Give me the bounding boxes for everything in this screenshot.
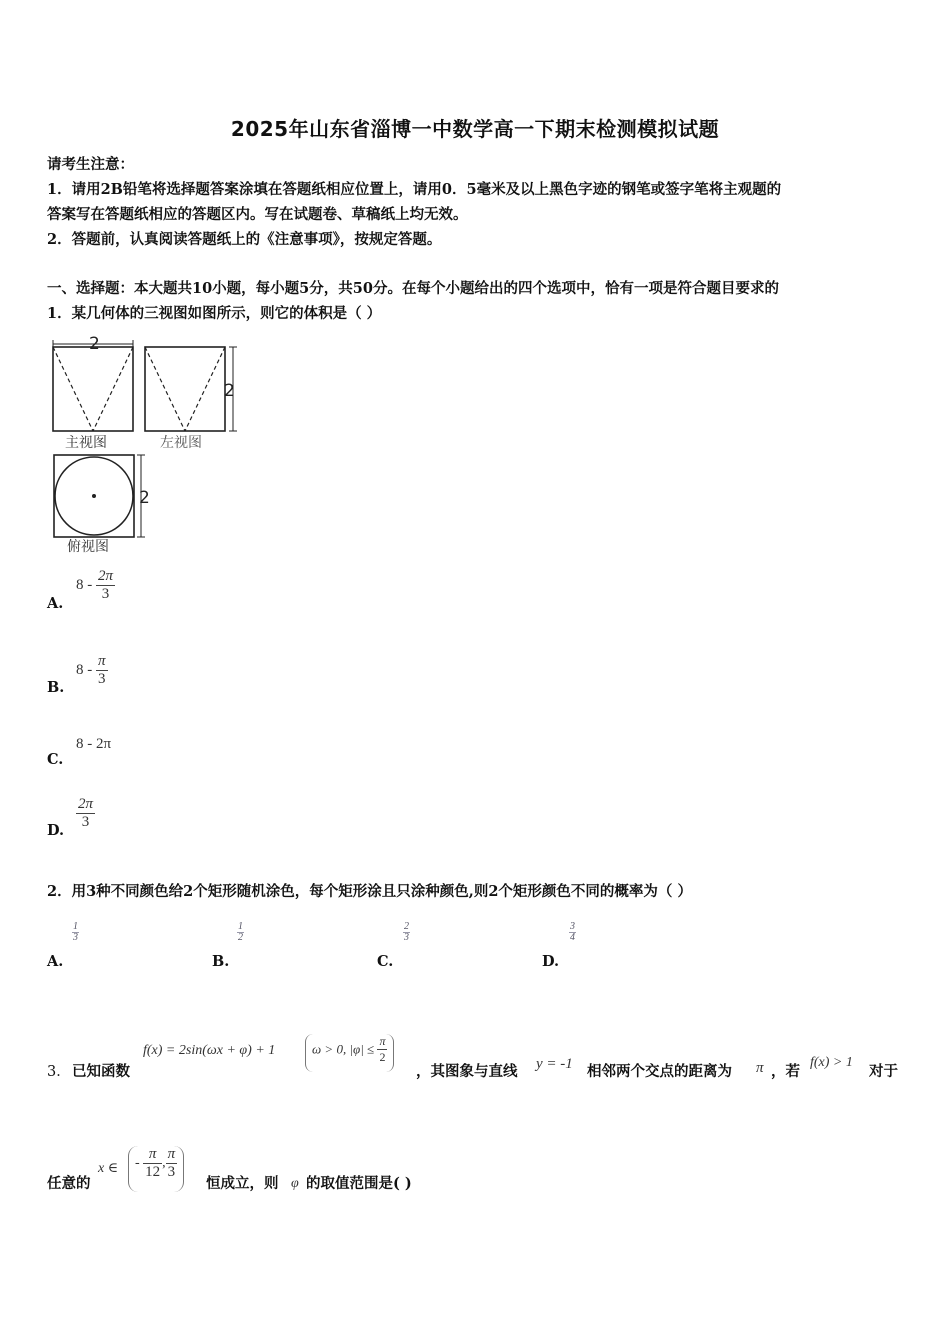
q2-stem: 2．用3种不同颜色给2个矩形随机涂色，每个矩形涂且只涂种颜色,则2个矩形颜色不同的概率为（ ） [47,883,692,900]
q2-option-a-label: A. [47,953,64,970]
q1-option-a-label: A. [47,595,64,612]
q1-option-d-label: D. [47,822,65,839]
q1-option-a-expr: 8 - $\frac{2\pi}{3}$ [76,568,114,602]
q1-stem: 1．某几何体的三视图如图所示，则它的体积是（ ） [47,305,382,322]
notice-heading: 请考生注意： [47,156,134,173]
q3-line: y = -1 [536,1056,573,1072]
q3-text-7: 恒成立，则 [206,1175,279,1192]
q2-option-c-label: C. [377,953,394,970]
notice-line-1: 1．请用2B铅笔将选择题答案涂填在答题纸相应位置上，请用0．5毫米及以上黑色字迹的钢笔或签字笔将主观题的 [47,181,782,198]
q3-pi: π [756,1060,764,1076]
q2-option-c-frac: 2 3 [404,921,409,943]
q2-option-d-label: D. [542,953,560,970]
page-title: 2025年山东省淄博一中数学高一下期末检测模拟试题 [230,117,720,141]
side-view-label: 左视图 [160,435,202,451]
front-view-rect [53,347,133,431]
q3-phi: φ [291,1176,299,1191]
q3-number: 3． [47,1064,71,1080]
q3-condition: ω > 0, |φ| ≤ $\frac{\pi}{2}$ [305,1034,394,1072]
dim-side: 2 [224,381,235,401]
q3-function: f(x) = 2sin(ωx + φ) + 1 [143,1043,276,1058]
q3-x-in: x ∈ [98,1161,119,1176]
top-view-label: 俯视图 [67,539,109,553]
q1-option-c-expr: 8 - 2π [76,736,112,752]
q1-option-b-expr: 8 - $\frac{\pi}{3}$ [76,653,106,687]
front-view-label: 主视图 [65,435,107,451]
q1-option-d-expr: $\frac{2\pi}{3}$ [78,796,94,830]
q3-text-6: 任意的 [47,1175,91,1192]
q3-text-8: 的取值范围是( ) [306,1175,412,1192]
q2-option-a-frac: 1 3 [73,921,78,943]
dim-plan: 2 [139,488,150,508]
notice-line-1b: 答案写在答题纸相应的答题区内。写在试题卷、草稿纸上均无效。 [47,206,468,223]
dim-top: 2 [89,334,100,354]
q1-option-b-label: B. [47,679,65,696]
q3-text-1: 已知函数 [72,1063,130,1080]
q3-inequality: f(x) > 1 [810,1055,853,1070]
q3-text-2: ，其图象与直线 [416,1063,518,1080]
notice-line-2: 2．答题前，认真阅读答题纸上的《注意事项》，按规定答题。 [47,231,442,248]
q3-text-3: 相邻两个交点的距离为 [587,1063,732,1080]
three-view-figure [45,333,245,553]
section-heading: 一、选择题：本大题共10小题，每小题5分，共50分。在每个小题给出的四个选项中，恰有一项是符合题目要求的 [47,280,779,297]
q2-option-b-label: B. [212,953,230,970]
q3-text-4: ，若 [771,1063,800,1080]
q3-text-5: 对于 [869,1063,898,1080]
q2-option-d-frac: 3 4 [570,921,575,943]
q2-option-b-frac: 1 2 [238,921,243,943]
q1-option-c-label: C. [47,751,64,768]
q3-interval: - $\frac{\pi}{12}$ , $\frac{\pi}{3}$ [128,1146,184,1192]
side-view-rect [145,347,225,431]
